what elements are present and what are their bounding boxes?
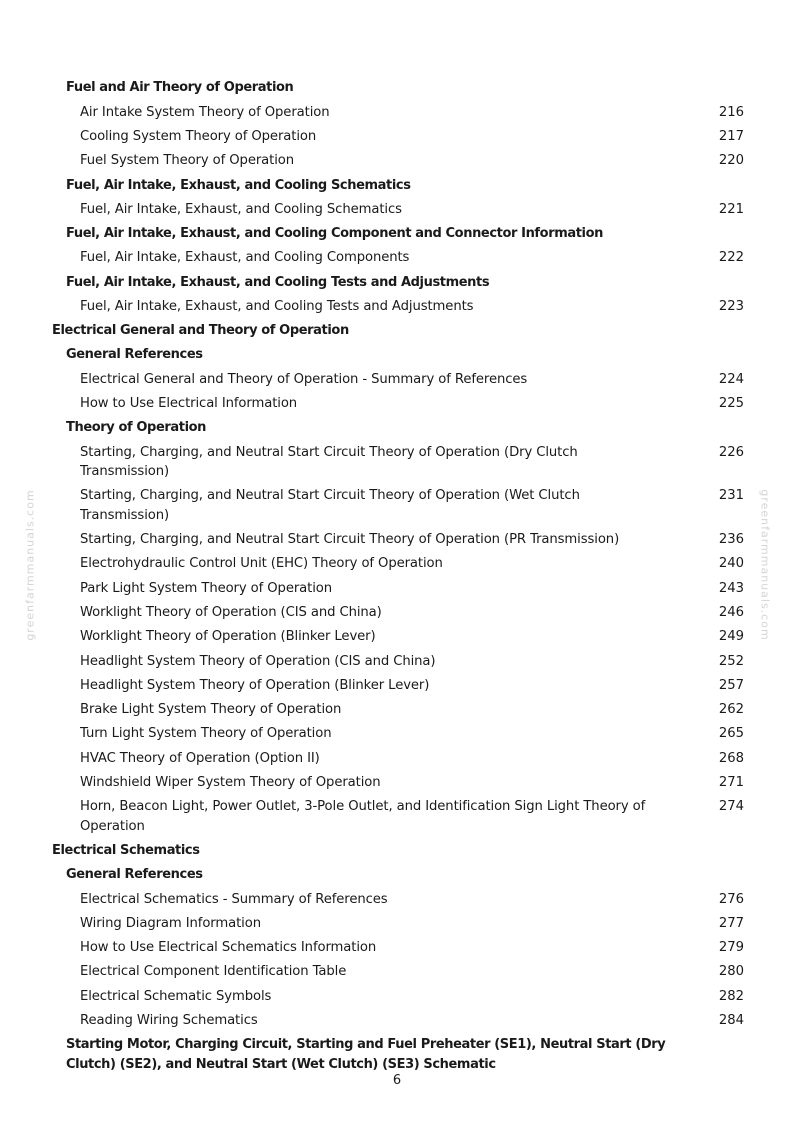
toc-entry-title: Starting, Charging, and Neutral Start Circuit Theory of Operation (Wet Clutch Transmission): [80, 488, 580, 523]
toc-entry[interactable]: [52, 576, 744, 600]
toc-entry[interactable]: [52, 295, 744, 319]
toc-subsection-heading: [52, 222, 744, 246]
toc-entry-title: Reading Wiring Schematics: [80, 1013, 258, 1029]
toc-entry-title: Fuel, Air Intake, Exhaust, and Cooling Tests and Adjustments: [66, 274, 490, 290]
toc-entry-title: Starting, Charging, and Neutral Start Circuit Theory of Operation (PR Transmission): [80, 532, 620, 548]
toc-entry-page: 217: [718, 128, 744, 144]
toc-subsection-heading: [52, 270, 744, 294]
watermark-left: greenfarmmanuals.com: [23, 489, 37, 641]
toc-entry-title: Electrical Schematics: [52, 843, 200, 859]
toc-entry[interactable]: [52, 197, 744, 221]
watermark-right: greenfarmmanuals.com: [758, 489, 772, 641]
toc-entry-title: Fuel, Air Intake, Exhaust, and Cooling Tests and Adjustments: [80, 298, 474, 314]
toc-entry[interactable]: [52, 795, 744, 839]
toc-subsection-heading: [52, 76, 744, 100]
toc-entry-page: 277: [718, 915, 744, 931]
toc-entry-page: 262: [718, 702, 744, 718]
toc-entry[interactable]: [52, 367, 744, 391]
toc-entry[interactable]: [52, 649, 744, 673]
toc-entry[interactable]: [52, 960, 744, 984]
toc-entry-title: Cooling System Theory of Operation: [80, 128, 317, 144]
toc-entry[interactable]: [52, 722, 744, 746]
toc-entry-page: 268: [718, 750, 744, 766]
toc-subsection-heading: [52, 863, 744, 887]
toc-entry[interactable]: [52, 392, 744, 416]
toc-entry-title: Horn, Beacon Light, Power Outlet, 3-Pole Outlet, and Identification Sign Light Theory of Operation: [80, 799, 646, 834]
toc-entry-page: 220: [718, 153, 744, 169]
toc-entry-title: Headlight System Theory of Operation (CIS and China): [80, 653, 436, 669]
toc-entry[interactable]: [52, 246, 744, 270]
toc-entry-page: 271: [718, 774, 744, 790]
toc-entry-title: Fuel System Theory of Operation: [80, 153, 295, 169]
toc-entry-title: Air Intake System Theory of Operation: [80, 104, 330, 120]
toc-entry-page: 282: [718, 988, 744, 1004]
toc-entry[interactable]: [52, 601, 744, 625]
toc-entry[interactable]: [52, 100, 744, 124]
toc-entry-page: 224: [718, 371, 744, 387]
toc-entry-page: 222: [718, 250, 744, 266]
toc-entry-title: Fuel, Air Intake, Exhaust, and Cooling Schematics: [80, 201, 402, 217]
toc-entry-page: 280: [718, 964, 744, 980]
toc-subsection-heading: [52, 416, 744, 440]
toc-entry-page: 240: [718, 556, 744, 572]
toc-subsection-heading: [52, 173, 744, 197]
toc-entry-title: Electrical General and Theory of Operation: [52, 323, 349, 339]
toc-entry-page: 252: [718, 653, 744, 669]
toc-entry-title: Electrical Schematic Symbols: [80, 988, 272, 1004]
page-number: 6: [392, 1073, 402, 1088]
toc-entry-page: 216: [718, 104, 744, 120]
toc-entry-title: Park Light System Theory of Operation: [80, 580, 333, 596]
toc-entry-title: Electrical General and Theory of Operation - Summary of References: [80, 371, 528, 387]
toc-entry-title: Wiring Diagram Information: [80, 915, 261, 931]
toc-entry[interactable]: [52, 484, 744, 528]
toc-section-heading: [52, 319, 744, 343]
toc-entry[interactable]: [52, 673, 744, 697]
toc-entry-title: Worklight Theory of Operation (Blinker Lever): [80, 629, 376, 645]
toc-entry[interactable]: [52, 625, 744, 649]
toc-entry-page: 231: [718, 488, 744, 504]
toc-entry-title: How to Use Electrical Information: [80, 396, 298, 412]
toc-entry[interactable]: [52, 746, 744, 770]
toc-entry-page: 221: [718, 201, 744, 217]
toc-entry-title: Fuel, Air Intake, Exhaust, and Cooling Component and Connector Information: [66, 226, 603, 242]
toc-entry-title: Electrohydraulic Control Unit (EHC) Theory of Operation: [80, 556, 443, 572]
toc-entry-title: HVAC Theory of Operation (Option II): [80, 750, 320, 766]
toc-entry-title: Fuel and Air Theory of Operation: [66, 80, 294, 96]
toc-entry[interactable]: [52, 440, 744, 484]
toc-entry-page: 257: [718, 677, 744, 693]
toc-entry[interactable]: [52, 936, 744, 960]
toc-entry[interactable]: [52, 912, 744, 936]
toc-entry-title: General References: [66, 347, 203, 363]
toc-entry-page: 265: [718, 726, 744, 742]
toc-entry-title: Theory of Operation: [66, 420, 207, 436]
toc-subsection-heading: [52, 1033, 744, 1077]
toc-entry-page: 279: [718, 940, 744, 956]
toc-entry-title: Starting Motor, Charging Circuit, Starting and Fuel Preheater (SE1), Neutral Start (Dry Clutch) (SE2), and Neutral Start (Wet Clutch) (SE3) Schematic: [66, 1037, 666, 1072]
toc-entry-page: 274: [718, 799, 744, 815]
toc-entry-title: Headlight System Theory of Operation (Blinker Lever): [80, 677, 430, 693]
toc-entry-title: General References: [66, 867, 203, 883]
toc-entry-title: Turn Light System Theory of Operation: [80, 726, 332, 742]
toc-section-heading: [52, 839, 744, 863]
toc-subsection-heading: [52, 343, 744, 367]
toc-entry-page: 246: [718, 605, 744, 621]
toc-entry-title: Starting, Charging, and Neutral Start Circuit Theory of Operation (Dry Clutch Transmission): [80, 444, 578, 480]
toc-entry-title: Windshield Wiper System Theory of Operation: [80, 774, 381, 790]
toc-entry-page: 226: [718, 444, 744, 460]
toc-entry-page: 243: [718, 580, 744, 596]
toc-entry[interactable]: [52, 552, 744, 576]
toc-entry-page: 284: [718, 1013, 744, 1029]
toc-entry-title: How to Use Electrical Schematics Information: [80, 940, 377, 956]
toc-entry-title: Electrical Component Identification Table: [80, 964, 347, 980]
toc-entry-page: 225: [718, 396, 744, 412]
table-of-contents: [52, 76, 744, 1077]
toc-entry-page: 276: [718, 891, 744, 907]
toc-entry[interactable]: [52, 528, 744, 552]
toc-entry-page: 249: [718, 629, 744, 645]
toc-entry-title: Brake Light System Theory of Operation: [80, 702, 342, 718]
toc-entry[interactable]: [52, 149, 744, 173]
toc-entry-title: Fuel, Air Intake, Exhaust, and Cooling Components: [80, 250, 410, 266]
toc-entry[interactable]: [52, 125, 744, 149]
toc-entry-title: Fuel, Air Intake, Exhaust, and Cooling Schematics: [66, 177, 411, 193]
toc-entry-page: 236: [718, 532, 744, 548]
toc-entry[interactable]: [52, 1009, 744, 1033]
toc-entry[interactable]: [52, 771, 744, 795]
toc-entry[interactable]: [52, 887, 744, 911]
toc-entry-page: 223: [718, 298, 744, 314]
toc-entry[interactable]: [52, 698, 744, 722]
toc-entry-title: Electrical Schematics - Summary of References: [80, 891, 388, 907]
toc-entry-title: Worklight Theory of Operation (CIS and China): [80, 605, 382, 621]
toc-entry[interactable]: [52, 984, 744, 1008]
